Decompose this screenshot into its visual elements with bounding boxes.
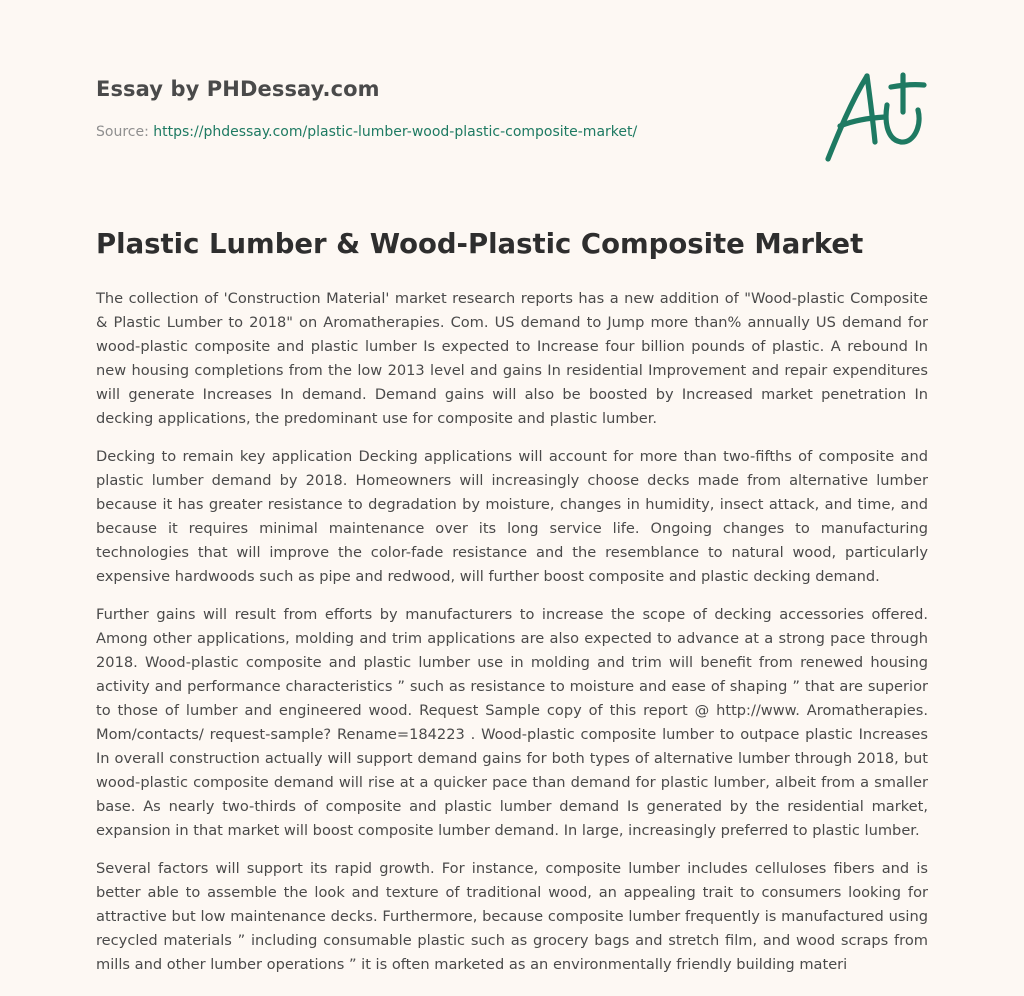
source-label: Source:	[96, 124, 149, 140]
essay-paragraph: Further gains will result from efforts by manufacturers to increase the scope of decking accessories offered. Among other applications, molding and trim applications are also expected to advance at a strong pace through 2018. Wood-plastic composite and plastic lumber use in molding and trim will benefit from renewed housing activity and performance characteristics ” such as resistance to moisture and ease of shaping ” that are superior to those of lumber and engineered wood. Request Sample copy of this report @ http://www. Aromatherapies. Mom/contacts/ request-sample? Rename=184223 . Wood-plastic composite lumber to outpace plastic Increases In overall construction actually will support demand gains for both types of alternative lumber through 2018, but wood-plastic composite demand will rise at a quicker pace than demand for plastic lumber, albeit from a smaller base. As nearly two-thirds of composite and plastic lumber demand Is generated by the residential market, expansion in that market will boost composite lumber demand. In large, increasingly preferred to plastic lumber.	[96, 606, 928, 839]
source-line	[96, 124, 637, 140]
essay-body	[96, 287, 928, 991]
source-link[interactable]: https://phdessay.com/plastic-lumber-wood-plastic-composite-market/	[153, 124, 638, 140]
essay-paragraph: Decking to remain key application Decking applications will account for more than two-fifths of composite and plastic lumber demand by 2018. Homeowners will increasingly choose decks made from alternative lumber because it has greater resistance to degradation by moisture, changes in humidity, insect attack, and time, and because it requires minimal maintenance over its long service life. Ongoing changes to manufacturing technologies that will improve the color-fade resistance and the resemblance to natural wood, particularly expensive hardwoods such as pipe and redwood, will further boost composite and plastic decking demand.	[96, 448, 928, 585]
essay-title: Plastic Lumber & Wood-Plastic Composite Market	[96, 228, 864, 260]
a-plus-grade-icon	[818, 66, 930, 166]
essay-paragraph: Several factors will support its rapid growth. For instance, composite lumber includes celluloses fibers and is better able to assemble the look and texture of traditional wood, an appealing trait to consumers looking for attractive but low maintenance decks. Furthermore, because composite lumber frequently is manufactured using recycled materials ” including consumable plastic such as grocery bags and stretch film, and wood scraps from mills and other lumber operations ” it is often marketed as an environmentally friendly building materi	[96, 860, 928, 973]
site-brand: Essay by PHDessay.com	[96, 77, 380, 101]
essay-paragraph: The collection of 'Construction Material' market research reports has a new addition of "Wood-plastic Composite & Plastic Lumber to 2018" on Aromatherapies. Com. US demand to Jump more than% annually US demand for wood-plastic composite and plastic lumber Is expected to Increase four billion pounds of plastic. A rebound In new housing completions from the low 2013 level and gains In residential Improvement and repair expenditures will generate Increases In demand. Demand gains will also be boosted by Increased market penetration In decking applications, the predominant use for composite and plastic lumber.	[96, 290, 928, 427]
